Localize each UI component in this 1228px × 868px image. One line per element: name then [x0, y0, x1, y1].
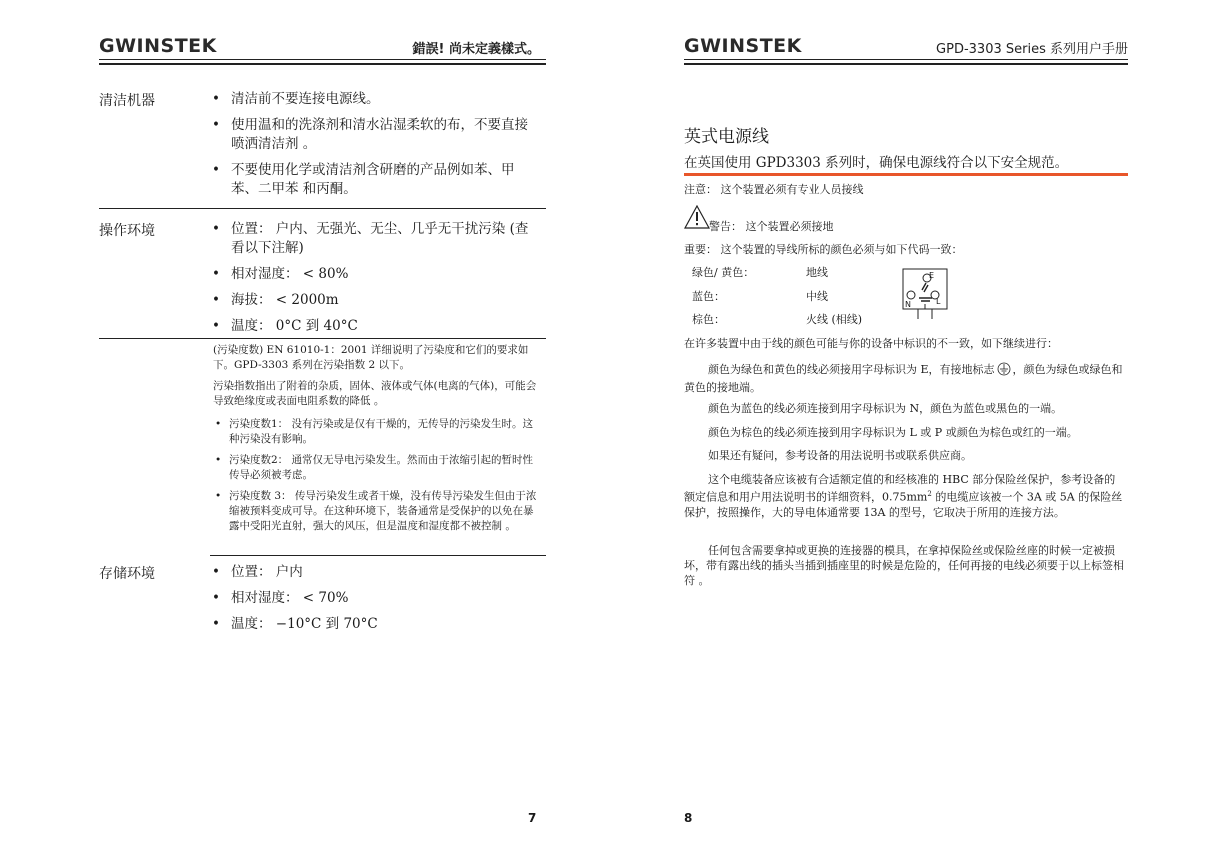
section-label-storage: 存储环境 [99, 566, 155, 582]
list-item: • 不要使用化学或清洁剂含研磨的产品例如苯、甲苯、二甲苯 和丙酮。 [210, 161, 540, 199]
storage-list [210, 563, 540, 641]
section-label-cleaning: 清洁机器 [99, 93, 155, 109]
section-divider [210, 555, 546, 556]
paragraph-neutral: 颜色为蓝色的线必须连接到用字母标识为 N，颜色为蓝色或黑色的一端。 [708, 402, 1063, 415]
header-rule-thick [684, 63, 1128, 65]
paragraph-live: 颜色为棕色的线必须连接到用字母标识为 L 或 P 或颜色为棕色或红的一端。 [708, 426, 1078, 439]
wire-meaning: 中线 [806, 290, 828, 303]
page-number: 8 [684, 811, 693, 825]
paragraph-earth-part2: ，颜色为绿色或绿色和黄色的接地端。 [684, 363, 1123, 394]
page-number: 7 [528, 811, 537, 825]
section-divider [99, 208, 546, 209]
paragraph-fuse-part2: 的电缆应该被一个 3A 或 5A 的保险丝保护，按照操作，大的导电体通常要 13A 的型号，它取决于所用的连接方法。 [684, 490, 1123, 519]
paragraph-moulding: 任何包含需要拿掉或更换的连接器的模具，在拿掉保险丝或保险丝座的时候一定被损坏，带有露出线的插头当插到插座里的时候是危险的，任何再接的电线必须要于以上标签相符 。 [684, 544, 1124, 587]
list-item: • 使用温和的洗涤剂和清水沾湿柔软的布，不要直接喷洒清洁剂 。 [210, 116, 540, 154]
important-text: 重要： 这个装置的导线所标的颜色必须与如下代码一致： [684, 243, 963, 256]
header-title: 錯誤! 尚未定義樣式。 [412, 42, 540, 57]
list-item: • 污染度数1： 没有污染或是仅有干燥的，无传导的污染发生时。这种污染没有影响。 [213, 417, 543, 447]
cleaning-list [210, 90, 540, 206]
list-item: • 相对湿度： < 70% [210, 589, 540, 608]
wire-color: 棕色： [692, 313, 725, 326]
list-item: • 海拔： < 2000m [210, 291, 540, 310]
section-label-operation: 操作环境 [99, 223, 155, 239]
pollution-intro: (污染度数) EN 61010-1：2001 详细说明了污染度和它们的要求如下。GPD-3303 系列在污染指数 2 以下。 [213, 344, 529, 371]
plug-label-l: L [936, 297, 941, 306]
superscript: 2 [927, 490, 932, 498]
wire-meaning: 地线 [806, 266, 828, 279]
list-item: • 污染度数 3： 传导污染发生或者干燥，没有传导污染发生但由于浓缩被预料变成可导。在这种环境下，装备通常是受保护的以免在暴露中受阳光直射，强大的风压，但是温度和湿度都不被控制 。 [213, 489, 543, 534]
warning-text: 警告： 这个装置必须接地 [709, 220, 834, 233]
plug-wiring-diagram [902, 268, 948, 320]
list-item: • 位置： 户内 [210, 563, 540, 582]
wire-color: 绿色/ 黄色： [692, 266, 755, 279]
title-accent-rule [684, 173, 1128, 176]
note-text: 注意： 这个装置必须有专业人员接线 [684, 183, 864, 196]
section-divider [99, 338, 546, 339]
list-item: • 清洁前不要连接电源线。 [210, 90, 540, 109]
gwinstek-logo: GWINSTEK [99, 35, 217, 57]
paragraph-earth-part1: 颜色为绿色和黄色的线必须接用字母标识为 E，有接地标志 [708, 363, 995, 376]
operation-list [210, 220, 540, 343]
pollution-definition: 污染指数指出了附着的杂质，固体、液体或气体(电离的气体)，可能会导致绝缘度或表面电阻系数的降低 。 [213, 380, 537, 407]
header-title: GPD-3303 Series 系列用户手册 [936, 42, 1128, 57]
page-subtitle: 在英国使用 GPD3303 系列时，确保电源线符合以下安全规范。 [684, 155, 1069, 171]
wire-meaning: 火线 (相线) [806, 313, 863, 326]
list-item: • 温度： 0°C 到 40°C [210, 317, 540, 336]
header-rule-thick [99, 63, 546, 65]
paragraph-fuse-part1: 这个电缆装备应该被有合适额定值的和经核准的 HBC 部分保险丝保护，参考设备的额定信息和用户用法说明书的详细资料，0.75mm [684, 473, 1116, 504]
paragraph-contact: 如果还有疑问，参考设备的用法说明书或联系供应商。 [708, 449, 972, 462]
list-item: • 污染度数2： 通常仅无导电污染发生。然而由于浓缩引起的暂时性传导必须被考虑。 [213, 453, 543, 483]
paragraph-earth [684, 362, 1124, 395]
list-item: • 相对湿度： < 80% [210, 265, 540, 284]
pollution-list [213, 417, 543, 534]
gwinstek-logo: GWINSTEK [684, 35, 802, 57]
header-rule [684, 59, 1128, 60]
intro-text: 在许多装置中由于线的颜色可能与你的设备中标识的不一致，如下继续进行： [684, 337, 1058, 350]
list-item: • 位置： 户内、无强光、无尘、几乎无干扰污染 (查看以下注解) [210, 220, 540, 258]
plug-label-e: E [929, 271, 935, 280]
plug-label-n: N [905, 300, 911, 309]
wire-color: 蓝色： [692, 290, 725, 303]
warning-icon [684, 205, 710, 229]
list-item: • 温度： −10°C 到 70°C [210, 615, 540, 634]
paragraph-fuse [684, 472, 1124, 520]
page-title: 英式电源线 [684, 127, 769, 147]
pollution-note [213, 343, 543, 540]
header-rule [99, 59, 546, 60]
earth-symbol-icon [997, 362, 1011, 380]
